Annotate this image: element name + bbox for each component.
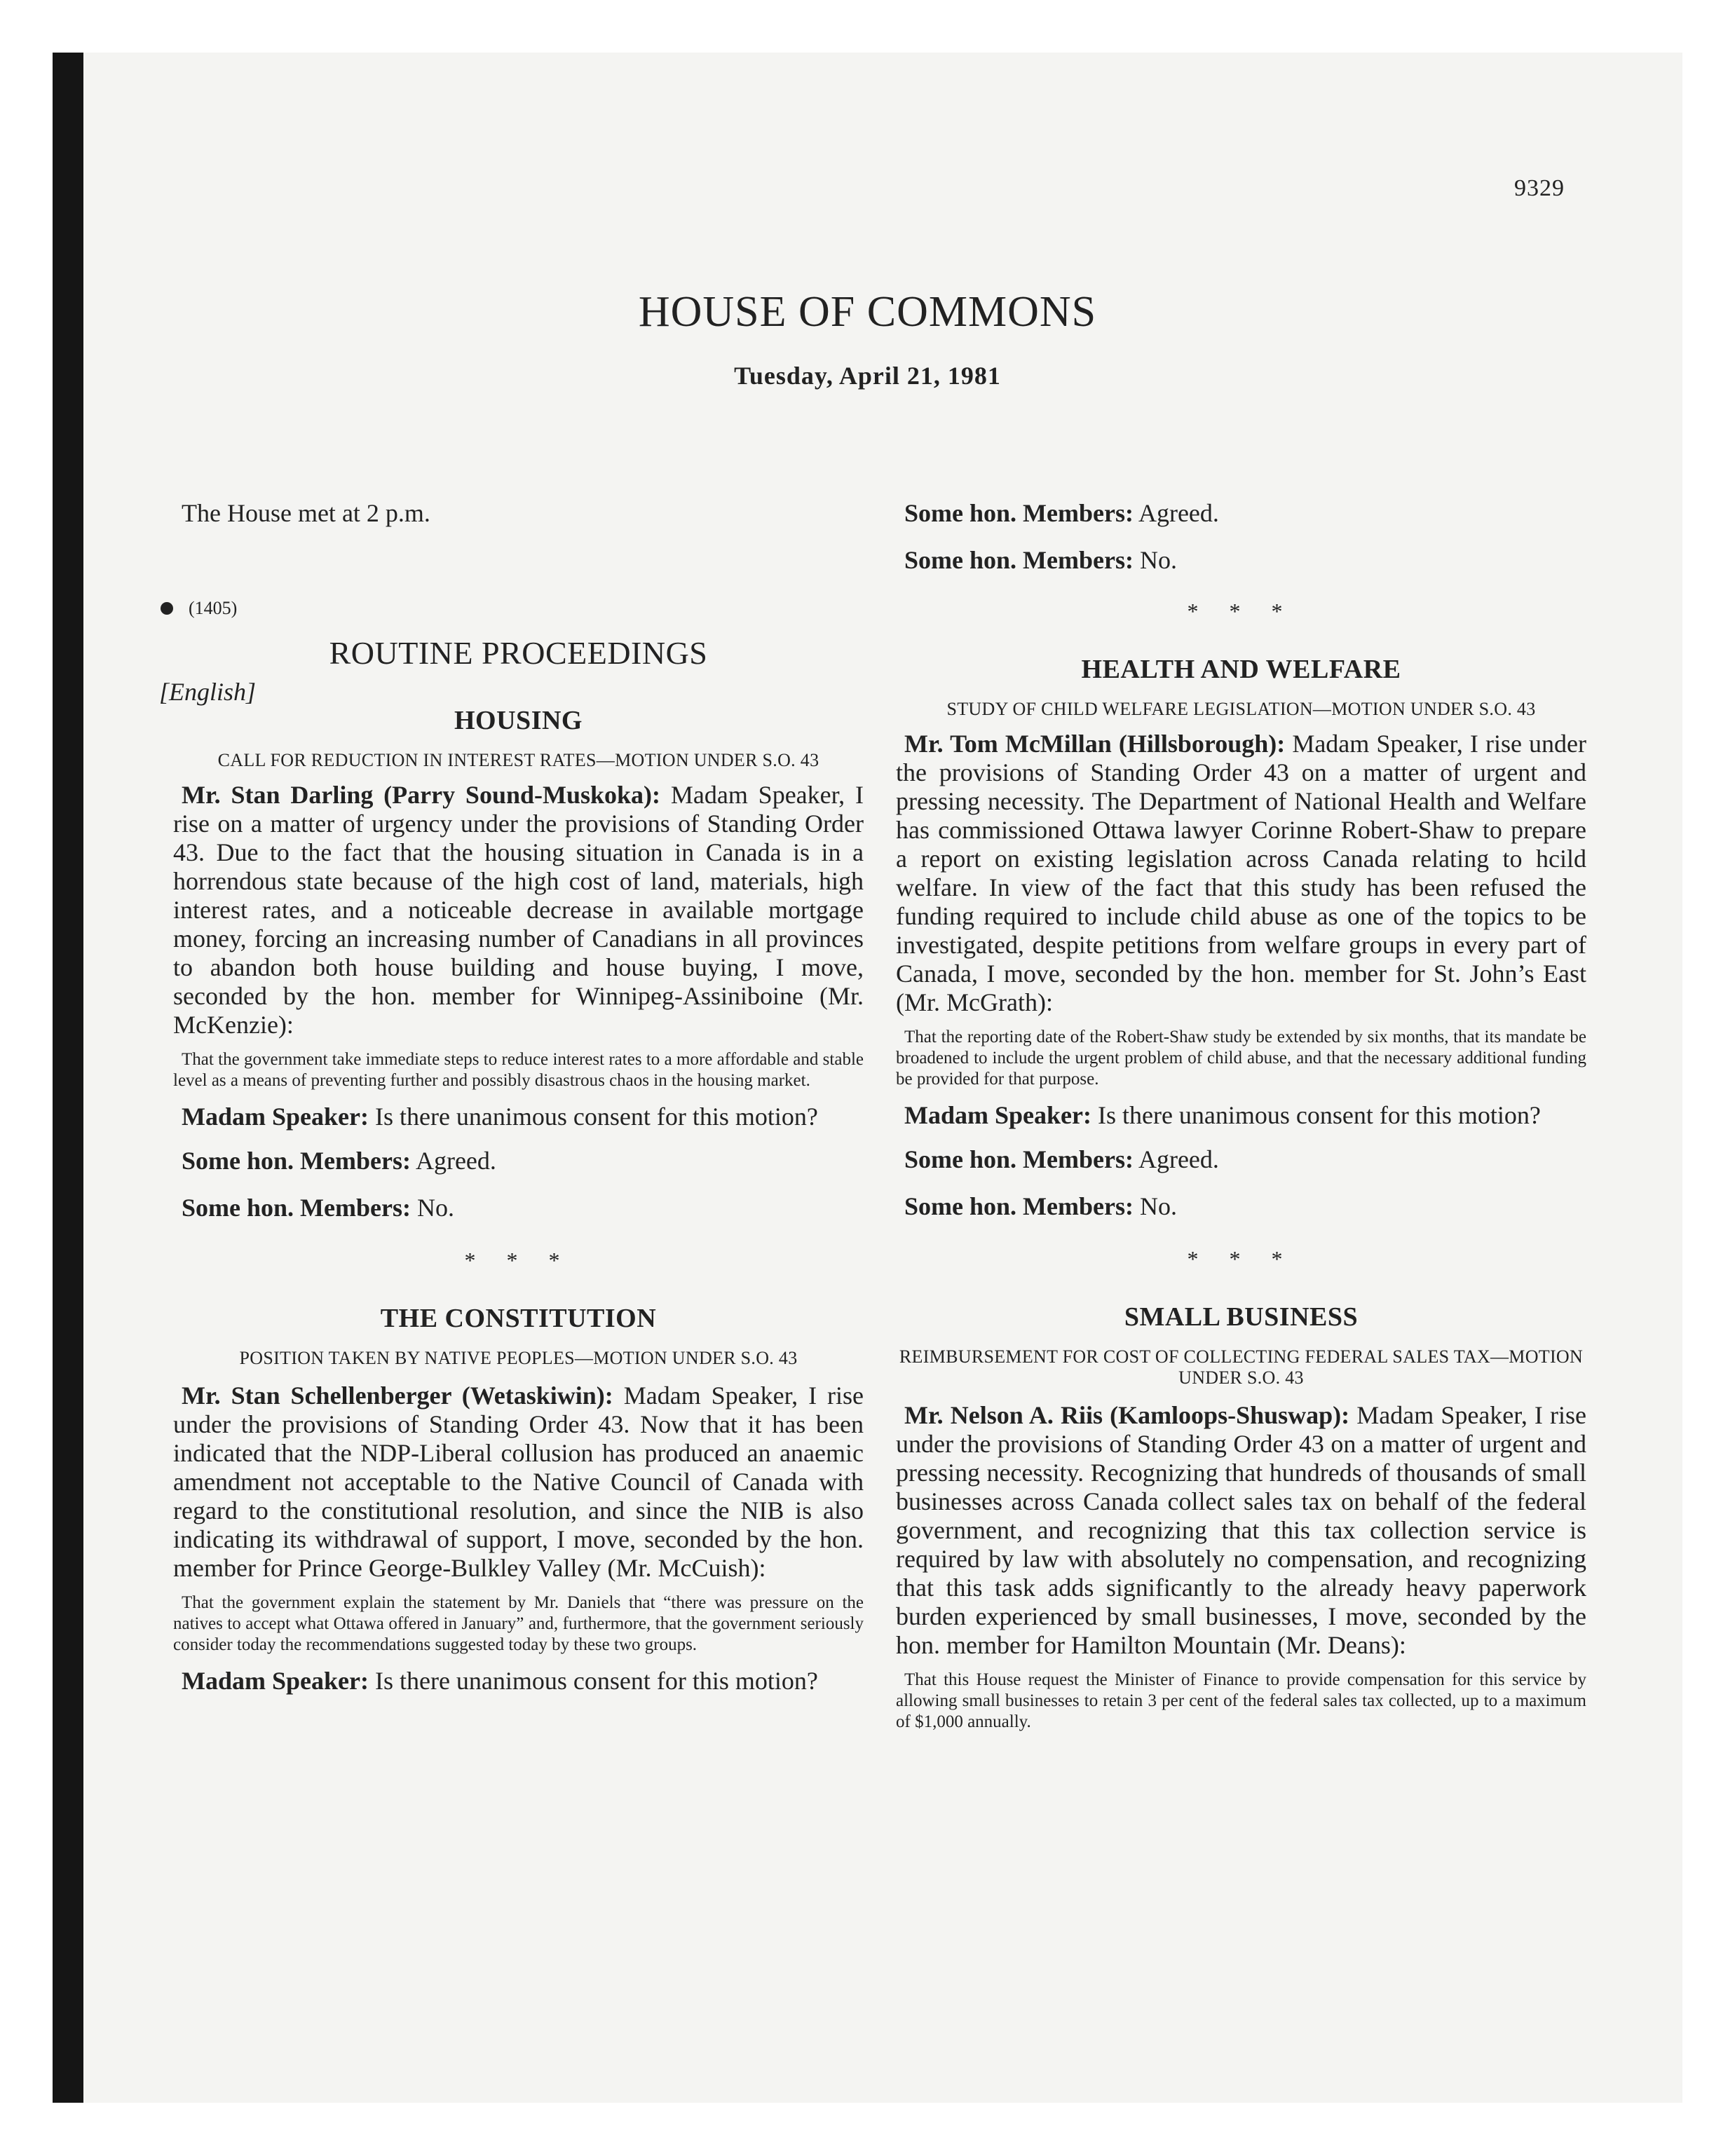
speaker-name: Mr. Stan Darling (Parry Sound-Muskoka): xyxy=(182,781,661,809)
speech-text: No. xyxy=(410,1194,454,1222)
speech-text: Agreed. xyxy=(1133,1145,1219,1173)
speech-text: Madam Speaker, I rise under the provisions of Standing Order 43 on a matter of urgent and pressing necessity. Recognizing that hundreds of thousands of small businesses across Canada collect sales tax on behalf of the federal government, and recognizing that this tax collection service is required by law with absolutely no compensation, and recognizing that this task adds significantly to the already heavy paperwork burden experienced by small businesses, I move, seconded by the hon. member for Hamilton Mountain (Mr. Deans): xyxy=(896,1401,1586,1659)
speaker-name: Some hon. Members: xyxy=(904,1192,1134,1220)
section-separator: * * * xyxy=(1187,599,1295,624)
constitution-heading: THE CONSTITUTION xyxy=(380,1304,657,1333)
speaker-name: Madam Speaker: xyxy=(904,1101,1091,1129)
language-marker: [English] xyxy=(159,678,257,706)
health-heading: HEALTH AND WELFARE xyxy=(1081,655,1401,684)
speaker-name: Some hon. Members: xyxy=(904,1145,1134,1173)
house-met-line: The House met at 2 p.m. xyxy=(182,499,430,527)
business-speech xyxy=(896,1401,1586,1660)
constitution-speech xyxy=(173,1381,864,1583)
speech-text: No. xyxy=(1133,546,1177,574)
scan-edge-bar xyxy=(53,53,83,2103)
speaker-name: Mr. Nelson A. Riis (Kamloops-Shuswap): xyxy=(904,1401,1350,1429)
speech-text: Is there unanimous consent for this motion? xyxy=(368,1103,818,1131)
speaker-name: Madam Speaker: xyxy=(182,1103,369,1131)
business-motion: That this House request the Minister of Finance to provide compensation for this service by allowing small businesses to retain 3 per cent of the federal sales tax collected, up to a maximum of $1,000 annually. xyxy=(896,1670,1586,1731)
speech-text: Madam Speaker, I rise under the provisions of Standing Order 43. Now that it has been indicated that the NDP-Liberal collusion has produced an anaemic amendment not acceptable to the Native Council of Canada with regard to the constitutional resolution, and since the NIB is also indicating its withdrawal of support, I move, seconded by the hon. member for Prince George-Bulkley Valley (Mr. McCuish): xyxy=(173,1381,864,1582)
section-separator: * * * xyxy=(1187,1246,1295,1271)
routine-proceedings-heading: ROUTINE PROCEEDINGS xyxy=(329,635,708,671)
housing-speech xyxy=(173,781,864,1039)
business-heading: SMALL BUSINESS xyxy=(1124,1302,1359,1332)
constitution-subheading: POSITION TAKEN BY NATIVE PEOPLES—MOTION UNDER S.O. 43 xyxy=(239,1348,798,1368)
housing-reply-no xyxy=(173,1194,864,1222)
housing-motion: That the government take immediate steps to reduce interest rates to a more affordable and stable level as a means of preventing further and possibly disastrous chaos in the housing market. xyxy=(173,1050,864,1090)
reply-no xyxy=(896,546,1586,575)
speaker-name: Some hon. Members: xyxy=(904,546,1134,574)
health-reply-agreed xyxy=(896,1145,1586,1174)
page-number: 9329 xyxy=(1514,175,1565,201)
language-text: English xyxy=(169,678,247,706)
constitution-madam-speaker xyxy=(173,1667,864,1696)
business-subheading: REIMBURSEMENT FOR COST OF COLLECTING FEDERAL SALES TAX—MOTION UNDER S.O. 43 xyxy=(899,1346,1584,1388)
sitting-date: Tuesday, April 21, 1981 xyxy=(734,362,1001,390)
speech-text: Is there unanimous consent for this motion? xyxy=(368,1667,818,1695)
speech-text: Agreed. xyxy=(410,1147,496,1175)
page-title: HOUSE OF COMMONS xyxy=(638,288,1097,336)
speaker-name: Some hon. Members: xyxy=(904,499,1134,527)
left-column xyxy=(159,499,864,1696)
constitution-motion: That the government explain the statement by Mr. Daniels that “there was pressure on the natives to accept what Ottawa offered in January” and, furthermore, that the government seriously consider today the recommendations suggested today by these two groups. xyxy=(173,1593,864,1654)
housing-subheading: CALL FOR REDUCTION IN INTEREST RATES—MOTION UNDER S.O. 43 xyxy=(217,750,819,770)
speech-text: Madam Speaker, I rise under the provisions of Standing Order 43 on a matter of urgent and pressing necessity. The Department of National Health and Welfare has commissioned Ottawa lawyer Corinne Robert-Shaw to prepare a report on existing legislation across Canada relating to hcild welfare. In view of the fact that this study has been refused the funding required to include child abuse as one of the topics to be investigated, despite petitions from welfare groups in every part of Canada, I move, seconded by the hon. member for St. John’s East (Mr. McGrath): xyxy=(896,730,1586,1016)
speaker-name: Mr. Tom McMillan (Hillsborough): xyxy=(904,730,1286,758)
reply-agreed xyxy=(896,499,1586,528)
speech-text: Agreed. xyxy=(1133,499,1219,527)
speech-text: No. xyxy=(1133,1192,1177,1220)
speech-text: Madam Speaker, I rise on a matter of urgency under the provisions of Standing Order 43. Due to the fact that the housing situation in Canada is in a horrendous state because of the high cost of land, materials, high interest rates, and a noticeable decrease in available mortgage money, forcing an increasing number of Canadians in all provinces to abandon both house building and house buying, I move, seconded by the hon. member for Winnipeg-Assiniboine (Mr. McKenzie): xyxy=(173,781,864,1039)
speech-text: Is there unanimous consent for this motion? xyxy=(1091,1101,1541,1129)
speaker-name: Madam Speaker: xyxy=(182,1667,369,1695)
health-madam-speaker xyxy=(896,1101,1586,1130)
timestamp xyxy=(159,598,864,619)
timestamp-text: (1405) xyxy=(189,598,238,618)
housing-madam-speaker xyxy=(173,1103,864,1131)
speaker-name: Some hon. Members: xyxy=(182,1194,411,1222)
housing-reply-agreed xyxy=(173,1147,864,1175)
right-column xyxy=(896,499,1586,1733)
health-speech xyxy=(896,730,1586,1017)
health-reply-no xyxy=(896,1192,1586,1221)
bullet-icon xyxy=(161,602,173,615)
speaker-name: Some hon. Members: xyxy=(182,1147,411,1175)
health-subheading: STUDY OF CHILD WELFARE LEGISLATION—MOTION UNDER S.O. 43 xyxy=(946,699,1536,719)
housing-heading: HOUSING xyxy=(454,706,583,735)
section-separator: * * * xyxy=(464,1248,573,1273)
health-motion: That the reporting date of the Robert-Shaw study be extended by six months, that its mandate be broadened to include the urgent problem of child abuse, and that the necessary additional funding be provided for that purpose. xyxy=(896,1028,1586,1089)
speaker-name: Mr. Stan Schellenberger (Wetaskiwin): xyxy=(182,1381,613,1410)
